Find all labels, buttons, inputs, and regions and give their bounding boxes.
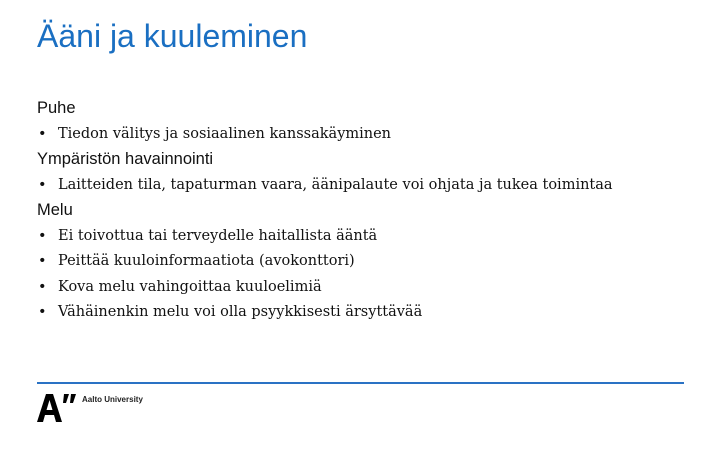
bullet-icon: • <box>38 278 47 295</box>
bullet-item <box>37 275 697 301</box>
bullet-text: Laitteiden tila, tapaturman vaara, äänipalaute voi ohjata ja tukea toimintaa <box>58 176 613 193</box>
bullet-text: Peittää kuuloinformaatiota (avokonttori) <box>58 253 355 269</box>
bullet-icon: • <box>38 253 47 269</box>
bullet-icon: • <box>38 304 47 320</box>
section-heading: Puhe <box>37 99 76 117</box>
bullet-icon: • <box>38 227 47 244</box>
slide-content <box>37 96 697 326</box>
section-heading: Ympäristön havainnointi <box>37 150 214 168</box>
bullet-item <box>37 249 697 275</box>
aalto-logo-icon <box>37 394 79 422</box>
bullet-item <box>37 173 697 199</box>
bullet-item <box>37 122 697 148</box>
bullet-icon: • <box>38 125 47 142</box>
aalto-university-label: Aalto University <box>82 395 143 404</box>
bullet-text: Vähäinenkin melu voi olla psyykkisesti ärsyttävää <box>58 304 423 320</box>
bullet-item <box>37 224 697 250</box>
footer-divider <box>37 382 684 384</box>
section-heading: Melu <box>37 201 73 219</box>
bullet-item <box>37 300 697 326</box>
bullet-text: Tiedon välitys ja sosiaalinen kanssakäyminen <box>58 125 392 142</box>
bullet-icon: • <box>38 176 47 193</box>
slide-title: Ääni ja kuuleminen <box>37 18 308 54</box>
bullet-text: Kova melu vahingoittaa kuuloelimiä <box>58 278 322 295</box>
bullet-text: Ei toivottua tai terveydelle haitallista ääntä <box>58 227 378 244</box>
